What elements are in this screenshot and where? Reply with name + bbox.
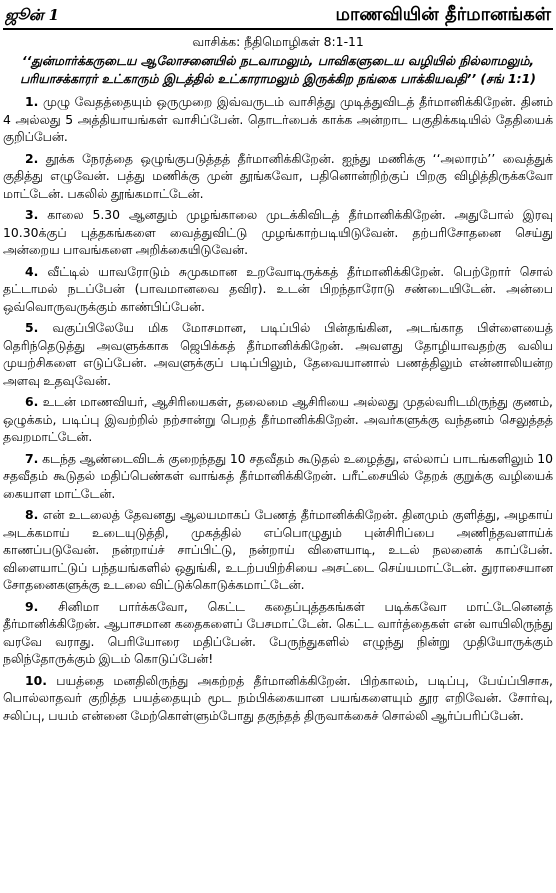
resolution-paragraph <box>3 150 553 203</box>
resolution-number: 6. <box>25 394 39 409</box>
resolution-number: 4. <box>25 263 39 279</box>
resolution-number: 2. <box>25 150 39 166</box>
resolution-paragraph <box>3 93 553 146</box>
resolution-text: சினிமா பார்க்கவோ, கெட்ட கதைப்புத்தகங்கள் படிக்கவோ மாட்டேனெனத் தீர்மானிக்கிறேன். ஆபாசமான கதைகளைப் பேசமாட்டேன். கெட்ட வார்த்தைகள் என் வாயிலிருந்து வரவே வராது. பெரியோரை மதிப்பேன். பேருந்துகளில் எழுந்து நின்று முதியோருக்கும் நலிந்தோருக்கும் இடம் கொடுப்பேன்! <box>3 598 553 666</box>
resolution-text: பயத்தை மனதிலிருந்து அகற்றத் தீர்மானிக்கிறேன். பிற்காலம், படிப்பு, பேய்ப்பிசாசு, பொல்லாதவர் குறித்த பயத்தையும் மூட நம்பிக்கையான பயங்களையும் தூர எறிவேன். சோர்வு, சலிப்பு, பயம் என்னை மேற்கொள்ளும்போது தகுந்தத் திருவாக்கைச் சொல்லி ஆர்ப்பரிப்பேன். <box>3 672 553 723</box>
resolution-text: முழு வேதத்தையும் ஒருமுறை இவ்வருடம் வாசித்து முடித்துவிடத் தீர்மானிக்கிறேன். தினம் 4 அல்லது 5 அத்தியாயங்கள் வாசிப்பேன். தொடர்பைக் காக்க அன்றாட பகுதிக்கடியில் தேதியைக் குறிப்பேன். <box>3 94 553 144</box>
resolution-paragraph <box>3 263 553 316</box>
resolution-number: 5. <box>25 320 39 335</box>
resolution-paragraph <box>3 598 553 668</box>
resolution-text: காலை 5.30 ஆனதும் முழங்காலை முடக்கிவிடத் தீர்மானிக்கிறேன். அதுபோல் இரவு 10.30க்குப் புத்தகங்களை வைத்துவிட்டு முழங்காற்படியிடுவேன். தற்பரிசோதனை செய்து அன்றைய பாவங்களை அறிக்கையிடுவேன். <box>3 207 553 257</box>
resolution-paragraph <box>3 393 553 446</box>
header-date: ஜூன் 1 <box>5 6 60 24</box>
resolutions-list <box>3 93 553 724</box>
resolution-paragraph <box>3 506 553 594</box>
reading-reference <box>3 33 553 51</box>
verse-ref: (சங் 1:1) <box>480 70 536 86</box>
verse-text: ‘‘துன்மார்க்கருடைய ஆலோசனையில் நடவாமலும், பாவிகளுடைய வழியில் நில்லாமலும், பரியாசக்காரர் உட்காரும் இடத்தில் உட்காராமலும் இருக்கிற நங்கை பாக்கியவதி’’ <box>20 53 535 86</box>
resolution-number: 8. <box>25 507 39 522</box>
resolution-number: 7. <box>25 450 39 466</box>
reading-label: வாசிக்க: <box>192 34 241 49</box>
resolution-text: கடந்த ஆண்டைவிடக் குறைந்தது 10 சதவீதம் கூடுதல் உழைத்து, எல்லாப் பாடங்களிலும் 10 சதவீதம் கூடுதல் மதிப்பெண்கள் வாங்கத் தீர்மானிக்கிறேன். பரீட்சையில் தேறக் குறுக்கு வழியைக் கையாள மாட்டேன். <box>3 450 553 501</box>
resolution-number: 10. <box>25 672 47 688</box>
resolution-number: 1. <box>25 94 39 109</box>
page-header <box>3 0 553 30</box>
resolution-text: உடன் மாணவியர், ஆசிரியைகள், தலைமை ஆசிரியை அல்லது முதல்வரிடமிருந்து குணம், ஒழுக்கம், படிப்பு இவற்றில் நற்சான்று பெறத் தீர்மானிக்கிறேன். அவர்களுக்கு வந்தனம் செலுத்தத் தவறமாட்டேன். <box>3 394 553 444</box>
page-title: மாணவியின் தீர்மானங்கள் <box>335 4 551 25</box>
resolution-text: வீட்டில் யாவரோடும் சுமுகமான உறவோடிருக்கத் தீர்மானிக்கிறேன். பெற்றோர் சொல் தட்டாமல் நடப்பேன் (பாவமானவை தவிர). உடன் பிறந்தாரோடு சண்டையிடேன். அன்பை ஒவ்வொருவருக்கும் காண்பிப்பேன். <box>3 263 553 314</box>
key-verse <box>5 52 551 87</box>
resolution-text: என் உடலைத் தேவனது ஆலயமாகப் பேணத் தீர்மானிக்கிறேன். தினமும் குளித்து, அழகாய் அடக்கமாய் உடையுடுத்தி, முகத்தில் எப்பொழுதும் புன்சிரிப்பை அணிந்தவளாய்க் காணப்படுவேன். நன்றாய்ச் சாப்பிட்டு, நன்றாய் விளையாடி, உடல் நலனைக் காப்பேன். விளையாட்டுப் பந்தயங்களில் ஒதுங்கி, உடற்பயிற்சியை அசட்டை செய்யமாட்டேன். துராசையான சோதனைகளுக்கு உடலை விட்டுக்கொடுக்கமாட்டேன். <box>3 507 553 592</box>
resolution-paragraph <box>3 672 553 725</box>
resolution-paragraph <box>3 206 553 259</box>
resolution-number: 3. <box>25 207 39 222</box>
resolution-text: தூக்க நேரத்தை ஒழுங்குபடுத்தத் தீர்மானிக்கிறேன். ஐந்து மணிக்கு ‘‘அலாரம்’’ வைத்துக் குதித்து எழுவேன். பத்து மணிக்கு முன் தூங்கவோ, பதினொன்றிற்குப் பிறகு விழித்திருக்கவோ மாட்டேன். பகலில் தூங்கமாட்டேன். <box>3 150 553 201</box>
resolution-number: 9. <box>25 598 39 614</box>
reading-passage: நீதிமொழிகள் 8:1-11 <box>244 34 364 49</box>
resolution-paragraph <box>3 319 553 389</box>
resolution-paragraph <box>3 450 553 503</box>
resolution-text: வகுப்பிலேயே மிக மோசமான, படிப்பில் பின்தங்கின, அடங்காத பிள்ளையைத் தெரிந்தெடுத்து அவளுக்காக ஜெபிக்கத் தீர்மானிக்கிறேன். அவளது தோழியாவதற்கு வலிய முயற்சிகளை எடுப்பேன். அவளுக்குப் படிப்பிலும், தேவையானால் பணத்திலும் என்னாலியன்ற அளவு உதவுவேன். <box>3 320 553 388</box>
